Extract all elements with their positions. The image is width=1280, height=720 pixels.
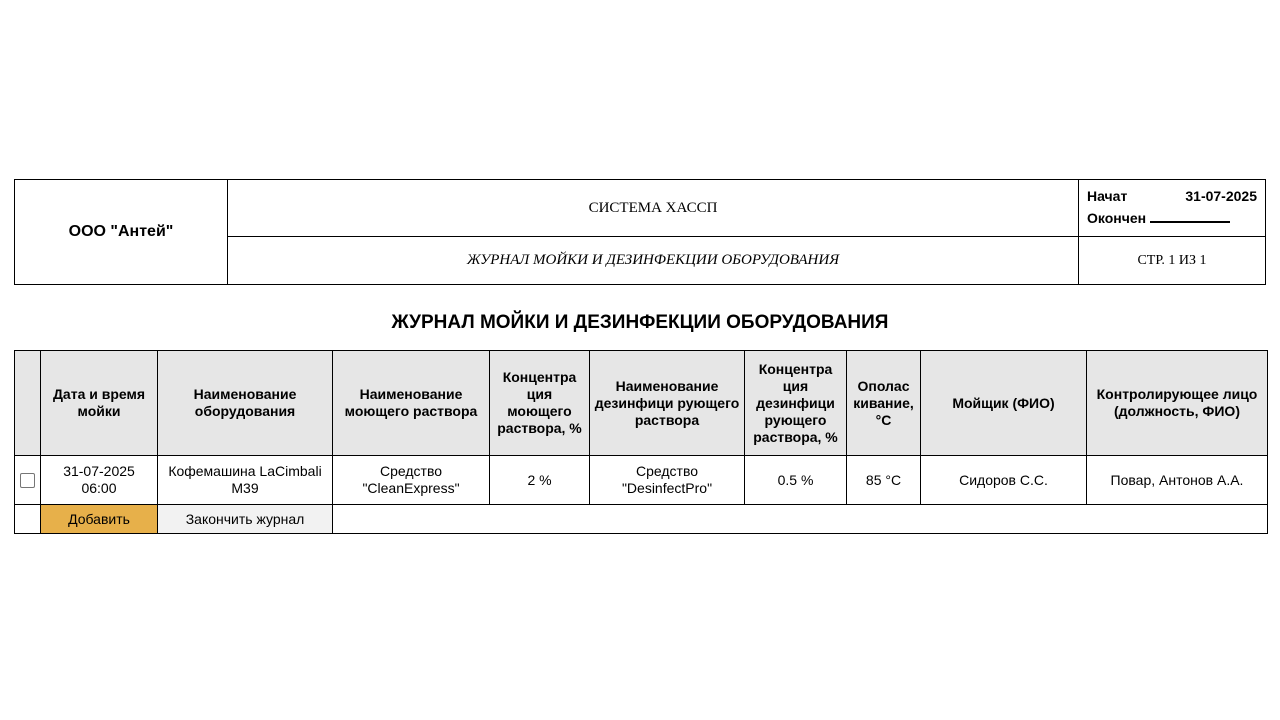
table-row (15, 456, 1268, 505)
column-header: Наименование моющего раствора (333, 351, 490, 456)
actions-row (15, 505, 1268, 534)
finish-cell (158, 505, 333, 534)
actions-empty-cell (333, 505, 1268, 534)
cell-disinfectant: Средство "DesinfectPro" (590, 456, 745, 505)
cell-controller: Повар, Антонов А.А. (1087, 456, 1268, 505)
actions-spacer (15, 505, 41, 534)
column-header: Контролирующее лицо (должность, ФИО) (1087, 351, 1268, 456)
cell-washer: Сидоров С.С. (921, 456, 1087, 505)
page-title: ЖУРНАЛ МОЙКИ И ДЕЗИНФЕКЦИИ ОБОРУДОВАНИЯ (391, 312, 889, 333)
column-header: Наименование оборудования (158, 351, 333, 456)
column-header: Концентра ция дезинфици рующего раствора, % (745, 351, 847, 456)
row-select-cell (15, 456, 41, 505)
finished-date-blank (1150, 207, 1230, 223)
organization-name: ООО "Антей" (15, 180, 228, 285)
row-checkbox[interactable] (20, 473, 35, 488)
started-label: Начат (1087, 188, 1128, 204)
column-header: Мойщик (ФИО) (921, 351, 1087, 456)
page-indicator: СТР. 1 ИЗ 1 (1079, 237, 1266, 285)
add-button[interactable]: Добавить (41, 505, 157, 533)
log-table (14, 350, 1268, 534)
cell-detergent: Средство "CleanExpress" (333, 456, 490, 505)
cell-disinfectant-concentration: 0.5 % (745, 456, 847, 505)
cell-rinse: 85 °C (847, 456, 921, 505)
system-name: СИСТЕМА ХАССП (228, 180, 1079, 237)
column-header: Концентра ция моющего раствора, % (490, 351, 590, 456)
column-header: Наименование дезинфици рующего раствора (590, 351, 745, 456)
finish-journal-button[interactable]: Закончить журнал (158, 505, 332, 533)
table-header-row (15, 351, 1268, 456)
document-header (14, 179, 1266, 285)
started-date: 31-07-2025 (1185, 188, 1257, 204)
column-header: Ополас кивание, °C (847, 351, 921, 456)
add-cell (41, 505, 158, 534)
cell-detergent-concentration: 2 % (490, 456, 590, 505)
cell-equipment: Кофемашина LaCimbali M39 (158, 456, 333, 505)
journal-dates (1079, 180, 1266, 237)
select-column-header (15, 351, 41, 456)
cell-datetime: 31-07-2025 06:00 (41, 456, 158, 505)
column-header: Дата и время мойки (41, 351, 158, 456)
journal-name: ЖУРНАЛ МОЙКИ И ДЕЗИНФЕКЦИИ ОБОРУДОВАНИЯ (228, 237, 1079, 285)
finished-label: Окончен (1087, 210, 1147, 226)
